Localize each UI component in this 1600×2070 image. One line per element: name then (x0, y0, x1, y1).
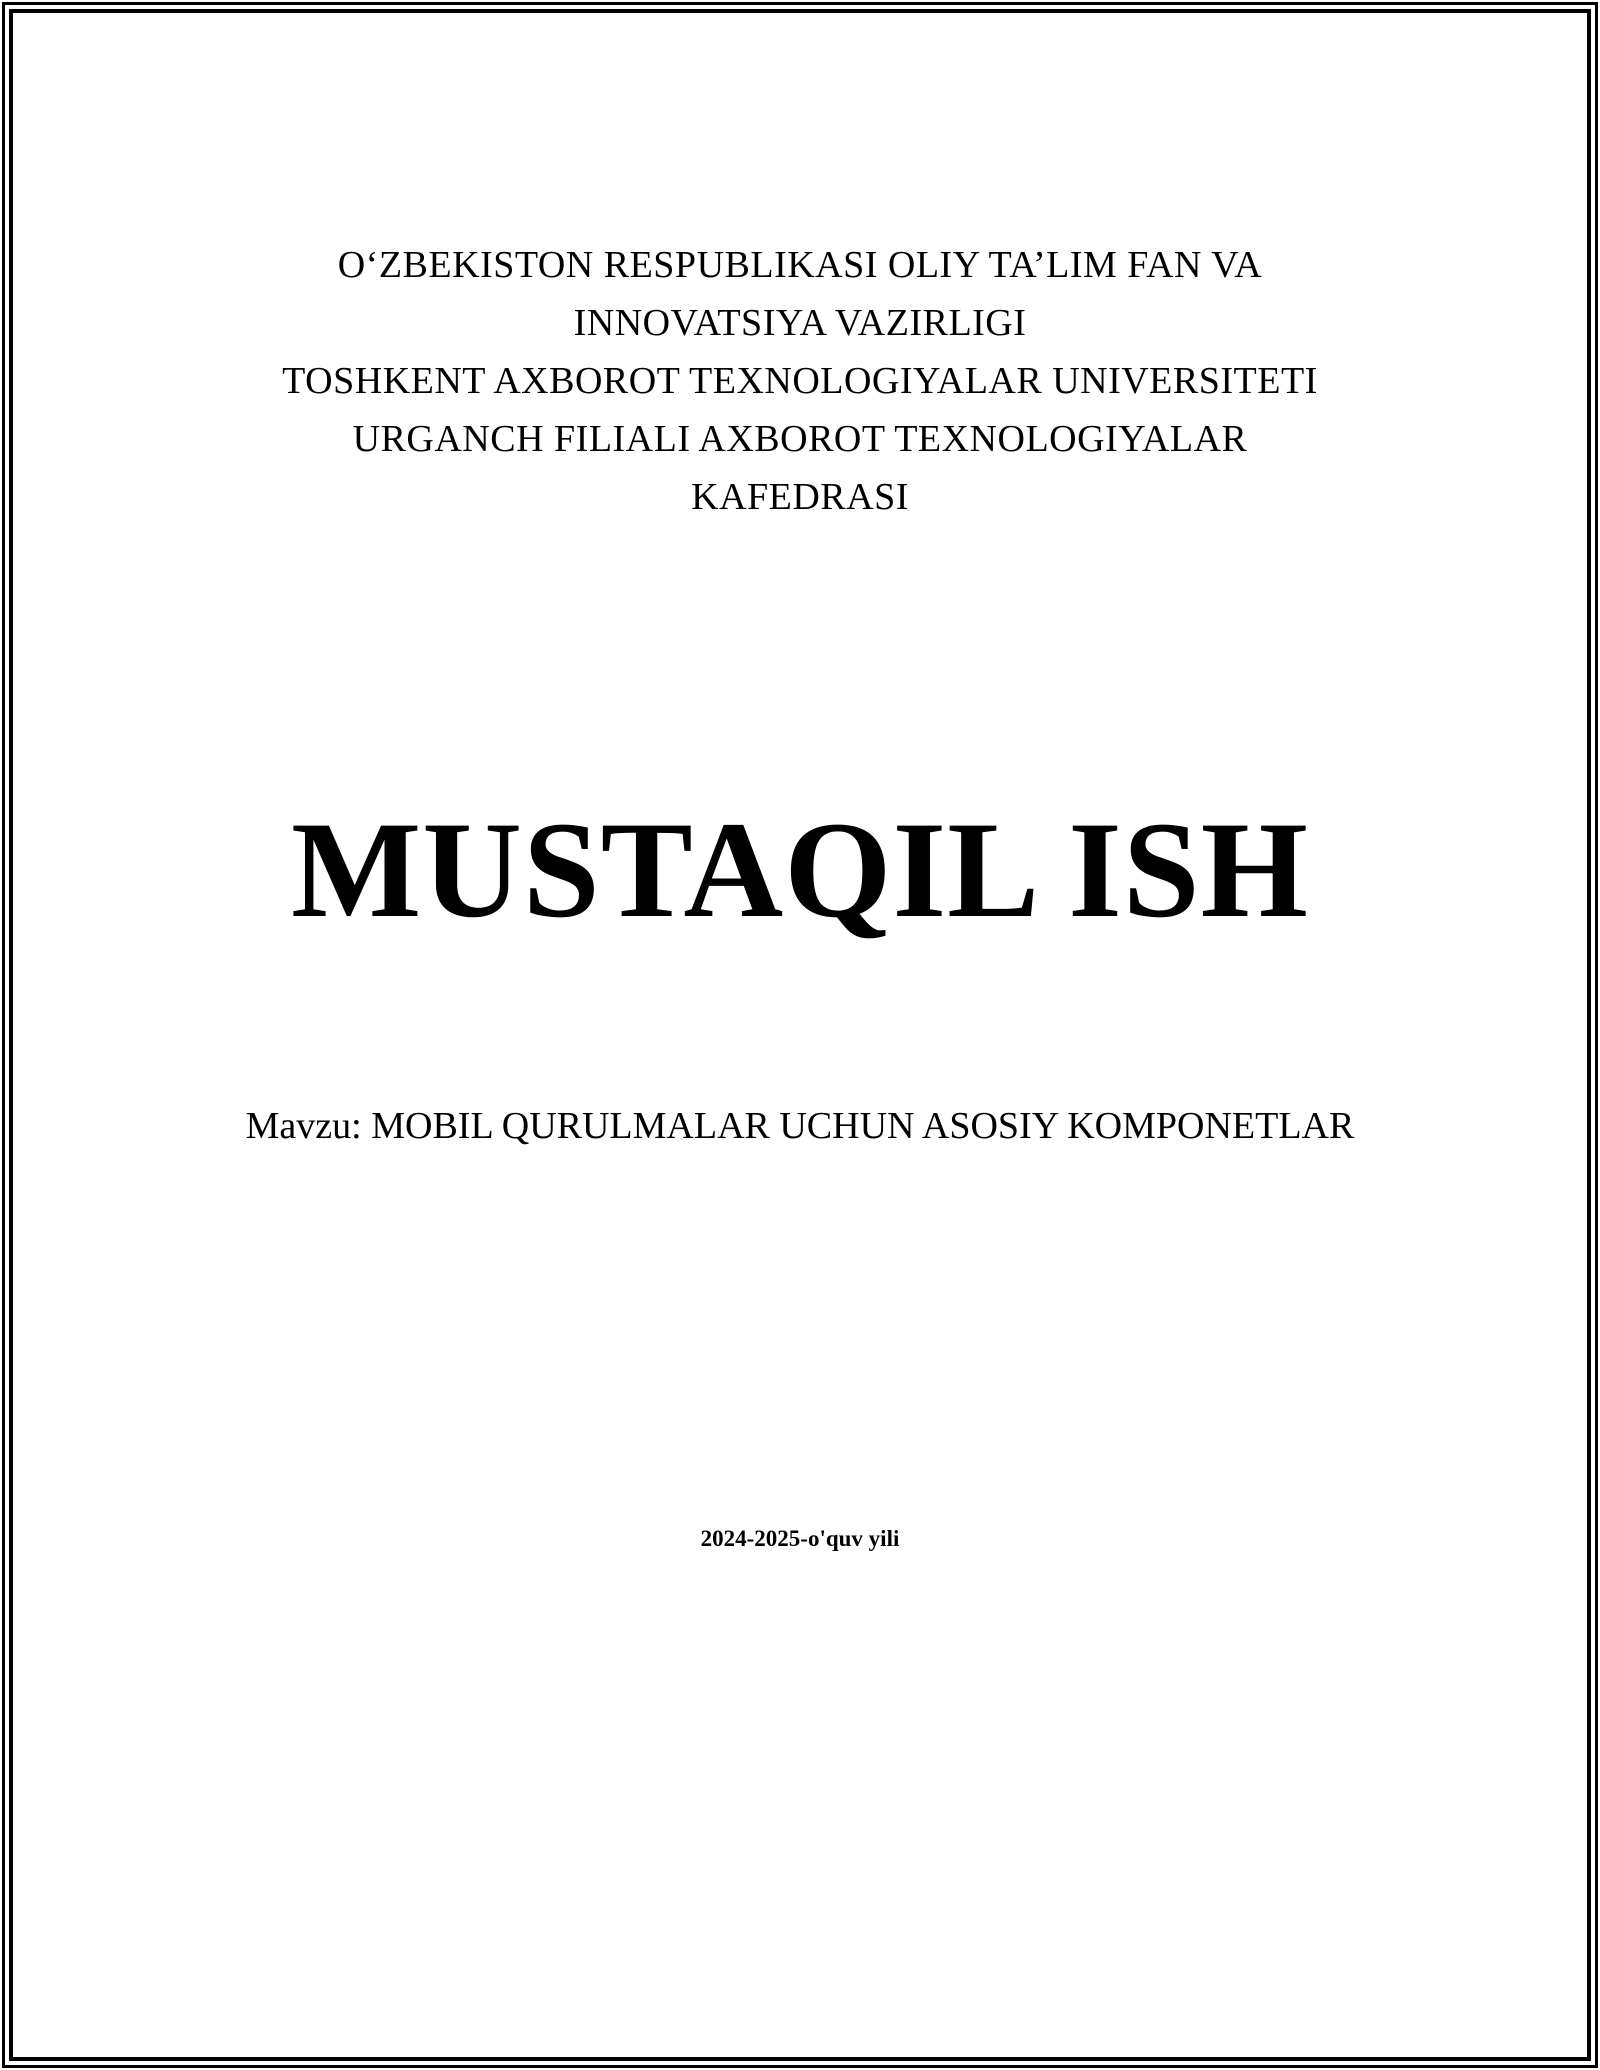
header-line-4: URGANCH FILIALI AXBOROT TEXNOLOGIYALAR (352, 418, 1248, 460)
academic-year: 2024-2025-o'quv yili (700, 1526, 900, 1551)
header-line-5: KAFEDRASI (691, 476, 909, 518)
topic-line: Mavzu: MOBIL QURULMALAR UCHUN ASOSIY KOMPONETLAR (245, 1105, 1355, 1147)
ministry-header (120, 236, 1480, 526)
document-title: MUSTAQIL ISH (291, 793, 1309, 946)
header-line-2: INNOVATSIYA VAZIRLIGI (573, 302, 1027, 344)
header-line-1: O‘ZBEKISTON RESPUBLIKASI OLIY TA’LIM FAN VA (337, 244, 1263, 286)
header-line-3: TOSHKENT AXBOROT TEXNOLOGIYALAR UNIVERSITETI (282, 360, 1318, 402)
